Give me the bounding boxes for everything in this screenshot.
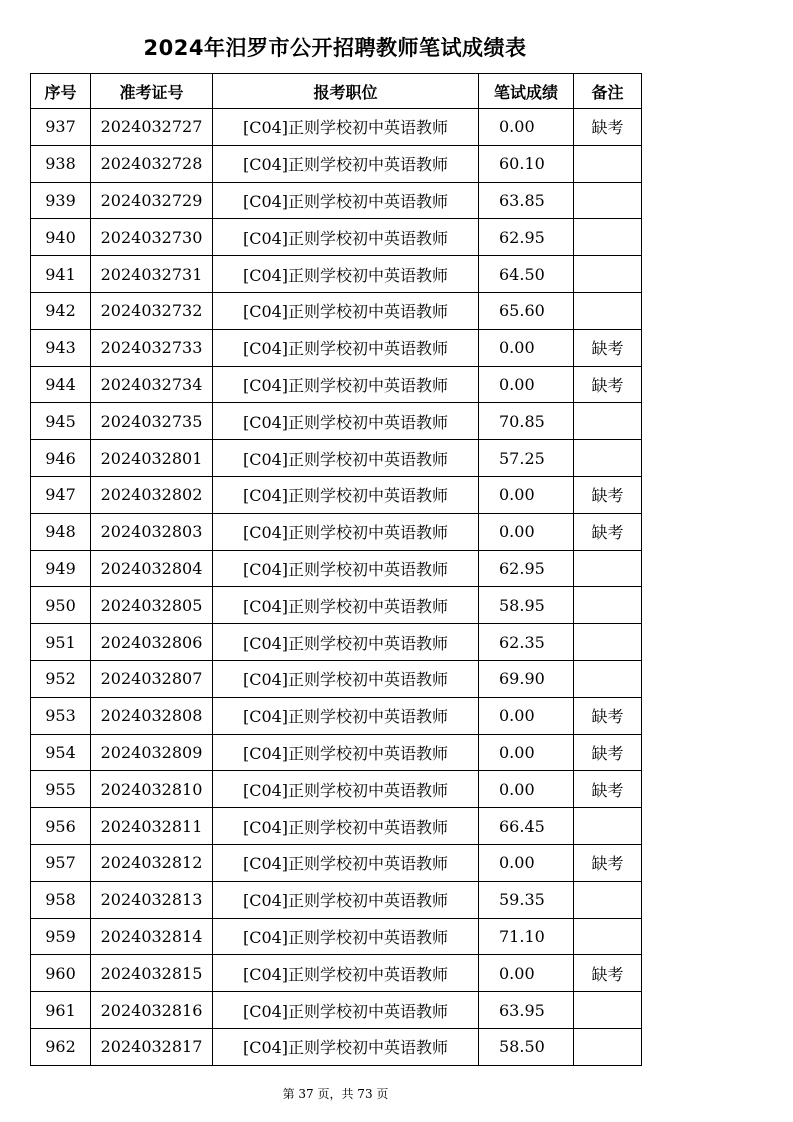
cell-score: 0.00 <box>479 955 574 992</box>
cell-position: [C04]正则学校初中英语教师 <box>213 513 479 550</box>
cell-seq: 960 <box>31 955 91 992</box>
cell-score: 63.95 <box>479 992 574 1029</box>
header-position: 报考职位 <box>213 74 479 109</box>
cell-score: 71.10 <box>479 918 574 955</box>
cell-note: 缺考 <box>574 476 642 513</box>
cell-score: 57.25 <box>479 440 574 477</box>
cell-score: 0.00 <box>479 329 574 366</box>
cell-position: [C04]正则学校初中英语教师 <box>213 844 479 881</box>
cell-exam-id: 2024032734 <box>91 366 213 403</box>
cell-exam-id: 2024032802 <box>91 476 213 513</box>
cell-position: [C04]正则学校初中英语教师 <box>213 624 479 661</box>
cell-note: 缺考 <box>574 844 642 881</box>
table-row <box>31 992 642 1029</box>
cell-seq: 962 <box>31 1028 91 1065</box>
cell-position: [C04]正则学校初中英语教师 <box>213 808 479 845</box>
cell-position: [C04]正则学校初中英语教师 <box>213 697 479 734</box>
cell-seq: 942 <box>31 292 91 329</box>
cell-position: [C04]正则学校初中英语教师 <box>213 881 479 918</box>
table-row <box>31 109 642 146</box>
cell-position: [C04]正则学校初中英语教师 <box>213 182 479 219</box>
cell-score: 0.00 <box>479 476 574 513</box>
cell-exam-id: 2024032807 <box>91 660 213 697</box>
cell-score: 62.35 <box>479 624 574 661</box>
cell-score: 0.00 <box>479 844 574 881</box>
table-row <box>31 808 642 845</box>
cell-exam-id: 2024032806 <box>91 624 213 661</box>
cell-position: [C04]正则学校初中英语教师 <box>213 660 479 697</box>
table-row <box>31 844 642 881</box>
table-row <box>31 476 642 513</box>
cell-exam-id: 2024032808 <box>91 697 213 734</box>
page-title: 2024年汨罗市公开招聘教师笔试成绩表 <box>143 36 527 60</box>
cell-position: [C04]正则学校初中英语教师 <box>213 329 479 366</box>
table-row <box>31 771 642 808</box>
cell-seq: 943 <box>31 329 91 366</box>
cell-score: 69.90 <box>479 660 574 697</box>
cell-note: 缺考 <box>574 109 642 146</box>
cell-score: 0.00 <box>479 697 574 734</box>
cell-seq: 951 <box>31 624 91 661</box>
cell-position: [C04]正则学校初中英语教师 <box>213 992 479 1029</box>
table-row <box>31 145 642 182</box>
cell-position: [C04]正则学校初中英语教师 <box>213 403 479 440</box>
cell-note <box>574 219 642 256</box>
cell-position: [C04]正则学校初中英语教师 <box>213 955 479 992</box>
cell-exam-id: 2024032804 <box>91 550 213 587</box>
cell-note <box>574 256 642 293</box>
cell-exam-id: 2024032809 <box>91 734 213 771</box>
table-row <box>31 513 642 550</box>
cell-score: 59.35 <box>479 881 574 918</box>
cell-exam-id: 2024032814 <box>91 918 213 955</box>
cell-exam-id: 2024032817 <box>91 1028 213 1065</box>
cell-exam-id: 2024032801 <box>91 440 213 477</box>
cell-note <box>574 403 642 440</box>
header-note: 备注 <box>574 74 642 109</box>
cell-seq: 953 <box>31 697 91 734</box>
cell-seq: 956 <box>31 808 91 845</box>
table-row <box>31 329 642 366</box>
cell-seq: 948 <box>31 513 91 550</box>
table-row <box>31 587 642 624</box>
cell-score: 64.50 <box>479 256 574 293</box>
cell-position: [C04]正则学校初中英语教师 <box>213 109 479 146</box>
table-row <box>31 550 642 587</box>
cell-exam-id: 2024032813 <box>91 881 213 918</box>
table-row <box>31 219 642 256</box>
cell-note: 缺考 <box>574 734 642 771</box>
cell-note <box>574 145 642 182</box>
cell-exam-id: 2024032816 <box>91 992 213 1029</box>
cell-exam-id: 2024032735 <box>91 403 213 440</box>
cell-note <box>574 1028 642 1065</box>
cell-position: [C04]正则学校初中英语教师 <box>213 734 479 771</box>
cell-exam-id: 2024032727 <box>91 109 213 146</box>
table-row <box>31 292 642 329</box>
cell-score: 0.00 <box>479 771 574 808</box>
cell-exam-id: 2024032733 <box>91 329 213 366</box>
cell-position: [C04]正则学校初中英语教师 <box>213 292 479 329</box>
cell-exam-id: 2024032732 <box>91 292 213 329</box>
cell-score: 58.50 <box>479 1028 574 1065</box>
cell-note: 缺考 <box>574 366 642 403</box>
cell-score: 62.95 <box>479 550 574 587</box>
cell-seq: 955 <box>31 771 91 808</box>
cell-note: 缺考 <box>574 513 642 550</box>
page-footer: 第 37 页，共 73 页 <box>282 1087 389 1101</box>
table-row <box>31 403 642 440</box>
cell-note <box>574 587 642 624</box>
cell-seq: 946 <box>31 440 91 477</box>
table-row <box>31 734 642 771</box>
cell-score: 0.00 <box>479 109 574 146</box>
table-row <box>31 881 642 918</box>
cell-note <box>574 660 642 697</box>
cell-seq: 944 <box>31 366 91 403</box>
cell-note <box>574 881 642 918</box>
cell-seq: 941 <box>31 256 91 293</box>
score-table <box>30 73 642 1066</box>
cell-exam-id: 2024032815 <box>91 955 213 992</box>
cell-note <box>574 550 642 587</box>
cell-seq: 939 <box>31 182 91 219</box>
header-exam-id: 准考证号 <box>91 74 213 109</box>
cell-seq: 940 <box>31 219 91 256</box>
cell-position: [C04]正则学校初中英语教师 <box>213 1028 479 1065</box>
cell-score: 58.95 <box>479 587 574 624</box>
table-row <box>31 1028 642 1065</box>
cell-score: 63.85 <box>479 182 574 219</box>
cell-seq: 937 <box>31 109 91 146</box>
cell-seq: 947 <box>31 476 91 513</box>
table-row <box>31 697 642 734</box>
table-row <box>31 955 642 992</box>
cell-position: [C04]正则学校初中英语教师 <box>213 219 479 256</box>
cell-position: [C04]正则学校初中英语教师 <box>213 771 479 808</box>
cell-note <box>574 808 642 845</box>
cell-exam-id: 2024032803 <box>91 513 213 550</box>
cell-score: 0.00 <box>479 734 574 771</box>
cell-position: [C04]正则学校初中英语教师 <box>213 440 479 477</box>
cell-position: [C04]正则学校初中英语教师 <box>213 256 479 293</box>
table-row <box>31 256 642 293</box>
cell-score: 65.60 <box>479 292 574 329</box>
table-row <box>31 660 642 697</box>
cell-score: 70.85 <box>479 403 574 440</box>
cell-note <box>574 440 642 477</box>
cell-exam-id: 2024032729 <box>91 182 213 219</box>
cell-seq: 959 <box>31 918 91 955</box>
cell-exam-id: 2024032812 <box>91 844 213 881</box>
cell-position: [C04]正则学校初中英语教师 <box>213 587 479 624</box>
cell-seq: 954 <box>31 734 91 771</box>
cell-note <box>574 992 642 1029</box>
cell-note <box>574 182 642 219</box>
cell-exam-id: 2024032730 <box>91 219 213 256</box>
cell-note: 缺考 <box>574 697 642 734</box>
cell-seq: 950 <box>31 587 91 624</box>
cell-seq: 961 <box>31 992 91 1029</box>
cell-position: [C04]正则学校初中英语教师 <box>213 476 479 513</box>
cell-score: 0.00 <box>479 513 574 550</box>
cell-exam-id: 2024032731 <box>91 256 213 293</box>
cell-score: 0.00 <box>479 366 574 403</box>
cell-note <box>574 918 642 955</box>
header-seq: 序号 <box>31 74 91 109</box>
table-header-row <box>31 74 642 109</box>
cell-note <box>574 292 642 329</box>
table-row <box>31 440 642 477</box>
cell-seq: 945 <box>31 403 91 440</box>
cell-position: [C04]正则学校初中英语教师 <box>213 366 479 403</box>
cell-seq: 957 <box>31 844 91 881</box>
cell-position: [C04]正则学校初中英语教师 <box>213 550 479 587</box>
cell-note: 缺考 <box>574 329 642 366</box>
cell-score: 62.95 <box>479 219 574 256</box>
table-row <box>31 182 642 219</box>
cell-seq: 949 <box>31 550 91 587</box>
cell-seq: 938 <box>31 145 91 182</box>
table-row <box>31 624 642 661</box>
cell-position: [C04]正则学校初中英语教师 <box>213 918 479 955</box>
cell-note: 缺考 <box>574 955 642 992</box>
cell-seq: 958 <box>31 881 91 918</box>
cell-exam-id: 2024032728 <box>91 145 213 182</box>
cell-exam-id: 2024032810 <box>91 771 213 808</box>
cell-score: 60.10 <box>479 145 574 182</box>
cell-exam-id: 2024032805 <box>91 587 213 624</box>
header-score: 笔试成绩 <box>479 74 574 109</box>
cell-note: 缺考 <box>574 771 642 808</box>
table-row <box>31 366 642 403</box>
cell-exam-id: 2024032811 <box>91 808 213 845</box>
cell-position: [C04]正则学校初中英语教师 <box>213 145 479 182</box>
cell-score: 66.45 <box>479 808 574 845</box>
cell-note <box>574 624 642 661</box>
table-row <box>31 918 642 955</box>
cell-seq: 952 <box>31 660 91 697</box>
